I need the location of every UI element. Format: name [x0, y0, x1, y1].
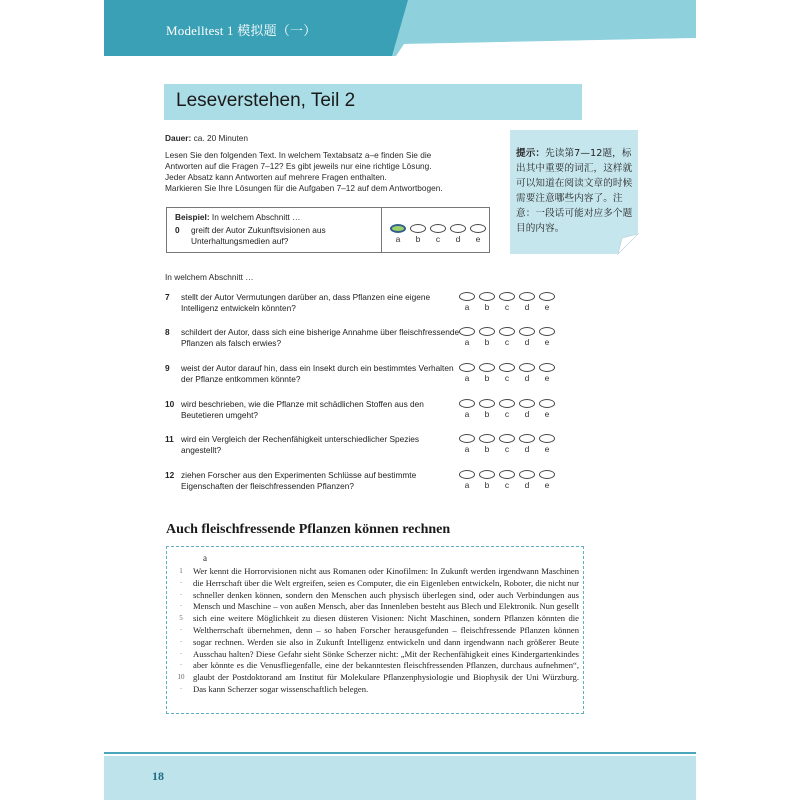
answer-option [518, 399, 536, 420]
answer-letter: b [484, 480, 490, 490]
question-row [165, 292, 635, 322]
answer-letter: a [464, 444, 470, 454]
answer-letter: b [484, 373, 490, 383]
answer-bubble[interactable] [390, 224, 406, 233]
duration-label: Dauer: [165, 133, 192, 143]
answer-letter: c [504, 480, 510, 490]
answer-letter: b [484, 337, 490, 347]
answer-option [458, 470, 476, 491]
answer-option [498, 363, 516, 384]
answer-letter: e [544, 337, 550, 347]
answer-bubble[interactable] [499, 363, 515, 372]
instruction-line: Lesen Sie den folgenden Text. In welchem Textabsatz a–e finden Sie die [165, 150, 432, 160]
line-number: · [179, 684, 183, 693]
question-row [165, 434, 635, 464]
answer-bubble[interactable] [519, 399, 535, 408]
answer-letter: d [455, 234, 461, 244]
answer-bubble[interactable] [519, 363, 535, 372]
question-row [165, 327, 635, 357]
paragraph-letter: a [203, 553, 207, 563]
answer-bubble[interactable] [459, 434, 475, 443]
answer-option [469, 224, 487, 245]
question-text: wird beschrieben, wie die Pflanze mit schädlichen Stoffen aus den Beutetieren umgeht? [181, 399, 424, 420]
answer-bubbles [458, 434, 556, 455]
answer-letter: d [524, 337, 530, 347]
question-number: 10 [165, 399, 175, 409]
answer-bubble[interactable] [499, 292, 515, 301]
answer-letter: d [524, 409, 530, 419]
line-number: 1 [179, 567, 183, 575]
question-text: stellt der Autor Vermutungen darüber an, dass Pflanzen eine eigene Intelligenz entwickeln könnten? [181, 292, 431, 313]
answer-option [458, 363, 476, 384]
section-title-bar [164, 84, 582, 120]
answer-bubble[interactable] [479, 434, 495, 443]
answer-letter: e [544, 480, 550, 490]
answer-letter: b [484, 444, 490, 454]
answer-option [478, 292, 496, 313]
answer-option [458, 399, 476, 420]
answer-bubble[interactable] [519, 434, 535, 443]
instructions [165, 150, 465, 194]
answer-option [538, 327, 556, 348]
answer-bubble[interactable] [539, 327, 555, 336]
questions-intro: In welchem Abschnitt … [165, 272, 254, 282]
example-text: greift der Autor Zukunftsvisionen aus Unterhaltungsmedien auf? [191, 225, 326, 246]
answer-bubble[interactable] [539, 363, 555, 372]
answer-option [409, 224, 427, 245]
answer-letter: a [464, 337, 470, 347]
duration [165, 133, 248, 144]
answer-letter: d [524, 373, 530, 383]
instruction-line: Markieren Sie Ihre Lösungen für die Aufgaben 7–12 auf dem Antwortbogen. [165, 183, 443, 193]
header-title: Modelltest 1 模拟题（一） [166, 23, 317, 38]
answer-letter: b [415, 234, 421, 244]
answer-letter: b [484, 409, 490, 419]
answer-bubble[interactable] [499, 434, 515, 443]
answer-bubble[interactable] [539, 399, 555, 408]
example-answer-bubbles [389, 224, 487, 245]
answer-bubble[interactable] [450, 224, 466, 233]
line-numbers [173, 566, 189, 696]
question-number: 12 [165, 470, 175, 480]
answer-letter: e [475, 234, 481, 244]
answer-option [478, 363, 496, 384]
answer-option [518, 434, 536, 455]
answer-option [389, 224, 407, 245]
answer-bubble[interactable] [479, 470, 495, 479]
answer-bubble[interactable] [539, 470, 555, 479]
question-text: schildert der Autor, dass sich eine bisherige Annahme über fleischfressende Pflanzen als falsch erwies? [181, 327, 460, 348]
line-number: · [179, 661, 183, 670]
line-number: · [179, 637, 183, 646]
answer-bubbles [458, 470, 556, 491]
instruction-line: Antworten auf die Fragen 7–12? Es gibt jeweils nur eine richtige Lösung. [165, 161, 432, 171]
question-number: 7 [165, 292, 170, 302]
answer-option [538, 399, 556, 420]
answer-bubble[interactable] [519, 470, 535, 479]
line-number: · [179, 649, 183, 658]
answer-bubble[interactable] [410, 224, 426, 233]
answer-option [458, 434, 476, 455]
answer-bubble[interactable] [459, 327, 475, 336]
answer-bubbles [458, 292, 556, 313]
answer-letter: a [464, 302, 470, 312]
answer-option [518, 470, 536, 491]
question-number: 8 [165, 327, 170, 337]
answer-option [498, 292, 516, 313]
page-number: 18 [152, 769, 164, 783]
answer-letter: c [504, 444, 510, 454]
question-row [165, 363, 635, 393]
answer-letter: c [504, 337, 510, 347]
answer-option [498, 470, 516, 491]
question-number: 11 [165, 434, 174, 444]
line-number: · [179, 602, 183, 611]
answer-bubble[interactable] [499, 327, 515, 336]
answer-option [538, 292, 556, 313]
answer-bubble[interactable] [479, 363, 495, 372]
answer-bubble[interactable] [479, 292, 495, 301]
answer-bubble[interactable] [519, 292, 535, 301]
example-box [166, 207, 490, 253]
answer-bubble[interactable] [539, 292, 555, 301]
answer-bubbles [458, 363, 556, 384]
answer-letter: a [464, 409, 470, 419]
answer-letter: a [464, 480, 470, 490]
answer-option [538, 363, 556, 384]
line-number: · [179, 578, 183, 587]
answer-option [458, 292, 476, 313]
tip-label: 提示： [516, 148, 546, 159]
answer-letter: e [544, 373, 550, 383]
example-number: 0 [175, 225, 180, 235]
answer-option [538, 434, 556, 455]
duration-value: ca. 20 Minuten [193, 133, 249, 143]
question-row [165, 470, 635, 500]
answer-bubbles [458, 399, 556, 420]
reading-text: Wer kennt die Horrorvisionen nicht aus Romanen oder Kinofilmen: In Zukunft werden irgendwann Maschinen die Herrschaft über die Welt ergreifen, seien es Computer, die ein Eigenleben entwickeln, Roboter, die nicht nur schneller denken können, sondern den Menschen auch physisch überlegen sind, oder auch Verbindungen aus Mensch und Maschine – von außen Mensch, aber das Innenleben besteht aus Blech und Elektronik. Nun gesellt sich eine weitere Möglichkeit zu diesen düsteren Visionen: Nicht Maschinen, sondern Pflanzen könnten die Weltherrschaft übernehmen, denn – so haben Forscher herausgefunden – fleischfressende Pflanzen können sogar rechnen. Werden sie also in Zukunft Intelligenz entwickeln und dann irgendwann nach größerer Beute Ausschau halten? Diese Gefahr sieht Sönke Scherzer nicht: „Mit der Rechenfähigkeit eines Kindergartenkindes aber könnte es die Venusfliegenfalle, eine der bekanntesten fleischfressenden Pflanzen, durchaus aufnehmen“, glaubt der Postdoktorand am Institut für Molekulare Pflanzenphysiologie und Biophysik der Uni Würzburg. Das kann Scherzer sogar wissenschaftlich belegen. [193, 566, 579, 694]
footer-band [104, 756, 696, 800]
answer-bubble[interactable] [459, 292, 475, 301]
answer-option [518, 327, 536, 348]
answer-bubble[interactable] [499, 470, 515, 479]
question-number: 9 [165, 363, 170, 373]
answer-bubble[interactable] [459, 470, 475, 479]
answer-letter: c [504, 409, 510, 419]
question-row [165, 399, 635, 429]
answer-option [498, 434, 516, 455]
answer-letter: e [544, 444, 550, 454]
answer-bubble[interactable] [470, 224, 486, 233]
answer-bubble[interactable] [479, 327, 495, 336]
answer-bubble[interactable] [459, 399, 475, 408]
answer-letter: c [435, 234, 441, 244]
question-text: ziehen Forscher aus den Experimenten Schlüsse auf bestimmte Eigenschaften der fleischfressenden Pflanzen? [181, 470, 417, 491]
answer-option [449, 224, 467, 245]
answer-bubbles [458, 327, 556, 348]
answer-option [429, 224, 447, 245]
answer-letter: e [544, 409, 550, 419]
answer-bubble[interactable] [539, 434, 555, 443]
answer-letter: d [524, 480, 530, 490]
line-number: 10 [177, 673, 185, 682]
answer-option [478, 399, 496, 420]
question-text: weist der Autor darauf hin, dass ein Insekt durch ein bestimmtes Verhalten der Pflanze entkommen könnte? [181, 363, 454, 384]
reading-text-box [166, 546, 584, 714]
line-number: · [179, 590, 183, 599]
answer-bubble[interactable] [459, 363, 475, 372]
tip-body: 先读第7—12题，标出其中重要的词汇，这样就可以知道在阅读文章的时候需要注意哪些内容了。注意：一段话可能对应多个题目的内容。 [516, 148, 633, 234]
answer-option [478, 434, 496, 455]
example-divider [381, 208, 382, 252]
answer-option [498, 399, 516, 420]
answer-option [498, 327, 516, 348]
example-label [175, 212, 300, 222]
answer-bubble[interactable] [499, 399, 515, 408]
answer-bubble[interactable] [430, 224, 446, 233]
line-number: 5 [179, 614, 183, 623]
answer-bubble[interactable] [479, 399, 495, 408]
answer-letter: e [544, 302, 550, 312]
answer-option [518, 363, 536, 384]
answer-letter: a [464, 373, 470, 383]
tip-text [516, 146, 634, 236]
answer-option [518, 292, 536, 313]
answer-letter: d [524, 444, 530, 454]
reading-title: Auch fleischfressende Pflanzen können rechnen [166, 522, 451, 537]
instruction-line: Jeder Absatz kann Antworten auf mehrere Fragen enthalten. [165, 172, 387, 182]
answer-letter: c [504, 302, 510, 312]
example-label-bold: Beispiel: [175, 212, 210, 222]
question-text: wird ein Vergleich der Rechenfähigkeit unterschiedlicher Spezies angestellt? [181, 434, 419, 455]
answer-option [538, 470, 556, 491]
footer-line [104, 752, 696, 754]
answer-option [458, 327, 476, 348]
answer-letter: c [504, 373, 510, 383]
answer-option [478, 470, 496, 491]
book-page [104, 0, 696, 800]
answer-bubble[interactable] [519, 327, 535, 336]
answer-letter: a [395, 234, 401, 244]
answer-option [478, 327, 496, 348]
answer-letter: d [524, 302, 530, 312]
answer-letter: b [484, 302, 490, 312]
line-number: · [179, 625, 183, 634]
example-question: In welchem Abschnitt … [211, 212, 301, 222]
section-title: Leseverstehen, Teil 2 [176, 90, 356, 111]
